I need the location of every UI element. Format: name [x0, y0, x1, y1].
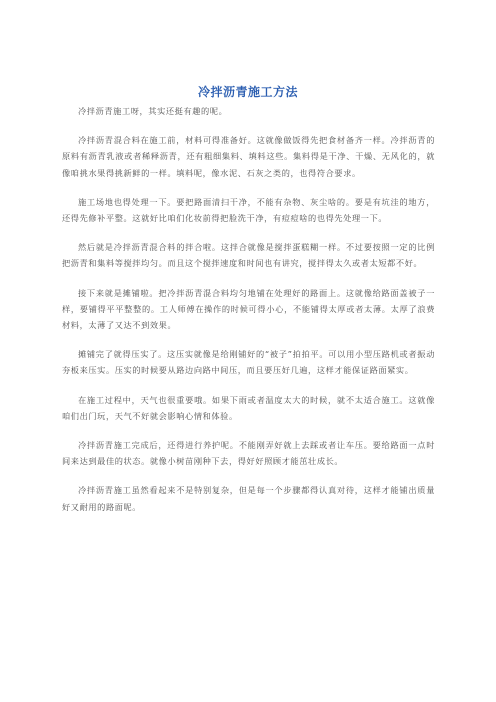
paragraph-site-prep: 施工场地也得处理一下。要把路面清扫干净，不能有杂物、灰尘啥的。要是有坑洼的地方，还得先修补平整。这就好比咱们化妆前得把脸洗干净，有痘痘啥的也得先处理一下。: [62, 196, 435, 224]
document-body: [62, 103, 435, 528]
paragraph-compaction: 摊铺完了就得压实了。这压实就像是给刚铺好的“被子”拍拍平。可以用小型压路机或者振动夯板来压实。压实的时候要从路边向路中间压，而且要压好几遍，这样才能保证路面紧实。: [62, 349, 435, 376]
document-title: 冷拌沥青施工方法: [197, 85, 298, 99]
paragraph-mixing: 然后就是冷拌沥青混合料的拌合啦。这拌合就像是搅拌蛋糕糊一样。不过要按照一定的比例把沥青和集料等搅拌均匀。而且这个搅拌速度和时间也有讲究，搅拌得太久或者太短都不好。: [62, 242, 435, 269]
paragraph-paving: 接下来就是摊铺啦。把冷拌沥青混合料均匀地铺在处理好的路面上。这就像给路面盖被子一样，要铺得平平整整的。工人师傅在操作的时候可得小心，不能铺得太厚或者太薄。太厚了浪费材料，太薄了又达不到效果。: [62, 287, 435, 331]
paragraph-intro: 冷拌沥青施工呀，其实还挺有趣的呢。: [78, 106, 228, 116]
paragraph-curing: 冷拌沥青施工完成后，还得进行养护呢。不能刚弄好就上去踩或者让车压。要给路面一点时间来达到最佳的状态。就像小树苗刚种下去，得好好照顾才能茁壮成长。: [62, 440, 435, 467]
paragraph-materials: 冷拌沥青混合料在施工前，材料可得准备好。这就像做饭得先把食材备齐一样。冷拌沥青的原料有沥青乳液或者稀释沥青，还有粗细集料、填料这些。集料得是干净、干燥、无风化的，就像咱挑水果得挑新鲜的一样。填料呢，像水泥、石灰之类的，也得符合要求。: [62, 135, 435, 178]
paragraph-conclusion: 冷拌沥青施工虽然看起来不是特别复杂，但是每一个步骤都得认真对待，这样才能铺出质量好又耐用的路面呢。: [62, 485, 435, 512]
paragraph-weather: 在施工过程中，天气也很重要哦。如果下雨或者温度太大的时候，就不太适合施工。这就像咱们出门玩，天气不好就会影响心情和体验。: [62, 394, 435, 421]
